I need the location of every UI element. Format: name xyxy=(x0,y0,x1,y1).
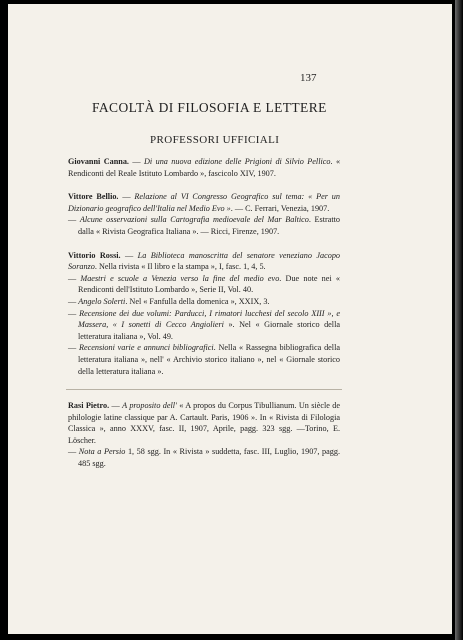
entry-rasi xyxy=(68,400,340,470)
entry-item xyxy=(68,342,340,377)
item-title: Nota a Persio xyxy=(78,447,126,457)
item-details: . Nella « Rassegna bibliografica della letteratura italiana », nell' « Archivio storico italiano », nel « Giornale storico della letteratura italiana ». xyxy=(78,343,340,376)
document-page xyxy=(8,4,452,634)
entry-item xyxy=(68,191,340,214)
item-title: Angelo Solerti xyxy=(78,296,126,306)
item-dash: — xyxy=(125,250,138,260)
item-title: Recensione dei due volumi: Parducci, I rimatori lucchesi del secolo XIII », e Massera, « I sonetti di Cecco Angiolieri xyxy=(78,308,341,330)
entry-rossi xyxy=(68,250,340,378)
item-dash: — xyxy=(68,215,80,225)
item-title: Recensioni varie e annunci bibliografici xyxy=(78,343,214,353)
item-details: . Nel « Fanfulla della domenica », XXIX, 3. xyxy=(125,296,270,306)
author-name: Vittorio Rossi. xyxy=(68,250,121,260)
item-dash: — xyxy=(68,343,79,353)
item-title: A proposito dell' xyxy=(122,401,177,411)
entry-item xyxy=(68,273,340,296)
item-dash: — xyxy=(122,192,135,202)
item-title: Di una nuova edizione delle Prigioni di Silvio Pellico xyxy=(144,157,331,166)
item-dash: — xyxy=(68,273,81,283)
entry-canna xyxy=(68,156,340,179)
entries-list xyxy=(68,156,340,482)
item-title: La Biblioteca manoscritta del senatore veneziano Jacopo Soranzo xyxy=(68,250,341,272)
author-name: Giovanni Canna. xyxy=(68,157,129,166)
item-dash: — xyxy=(68,447,79,457)
page-number: 137 xyxy=(300,72,317,84)
item-details: . Due note nei « Rendiconti dell'Istituto Lombardo », Serie II, Vol. 40. xyxy=(78,273,340,295)
item-details: . — C. Ferrari, Venezia, 1907. xyxy=(230,203,330,213)
item-title: Relazione al VI Congresso Geografico sul tema: « Per un Dizionario geografico dell'Italia nel Medio Evo » xyxy=(68,192,340,213)
section-subtitle: PROFESSORI UFFICIALI xyxy=(150,134,280,146)
author-name: Vittore Bellio. xyxy=(68,192,119,202)
page-edge-shadow xyxy=(455,0,463,640)
entry-item xyxy=(68,308,340,343)
section-divider xyxy=(66,389,342,390)
item-dash: — xyxy=(68,296,79,306)
item-dash: — xyxy=(68,308,80,318)
entry-item xyxy=(68,250,340,273)
entry-item xyxy=(68,446,340,469)
item-details: ». Nel « Giornale storico della letteratura italiana », Vol. 49. xyxy=(78,320,340,341)
item-details: « A propos du Corpus Tibullianum. Un siècle de philologie latine classique par A. Cartault. Paris, 1906 ». In « Rivista di Filologia Classica », anno XXXV, fasc. II, 1907, Aprile, pagg. 323 sgg. —Torino, E. Löscher. xyxy=(68,401,341,445)
entry-item xyxy=(68,400,340,446)
entry-item xyxy=(68,156,340,179)
entry-item xyxy=(68,296,340,308)
page-title: FACOLTÀ DI FILOSOFIA E LETTERE xyxy=(92,100,327,115)
item-details: . Estratto dalla « Rivista Geografica Italiana ». — Ricci, Firenze, 1907. xyxy=(78,215,341,236)
item-details: 1, 58 sgg. In « Rivista » suddetta, fasc. III, Luglio, 1907, pagg. 485 sgg. xyxy=(78,447,340,469)
item-title: Alcune osservazioni sulla Cartografia medioevale del Mar Baltico xyxy=(79,215,309,225)
entry-item xyxy=(68,214,340,237)
item-dash: — xyxy=(132,157,145,166)
entry-bellio xyxy=(68,191,340,237)
item-title: Maestri e scuole a Venezia verso la fine del medio evo xyxy=(80,273,280,283)
item-details: . « Rendiconti del Reale Istituto Lombardo », fascicolo XIV, 1907. xyxy=(68,157,341,178)
item-details: . Nella rivista « Il libro e la stampa », I, fasc. 1, 4, 5. xyxy=(94,262,266,272)
author-name: Rasi Pietro. xyxy=(68,401,110,411)
item-dash: — xyxy=(111,401,123,411)
